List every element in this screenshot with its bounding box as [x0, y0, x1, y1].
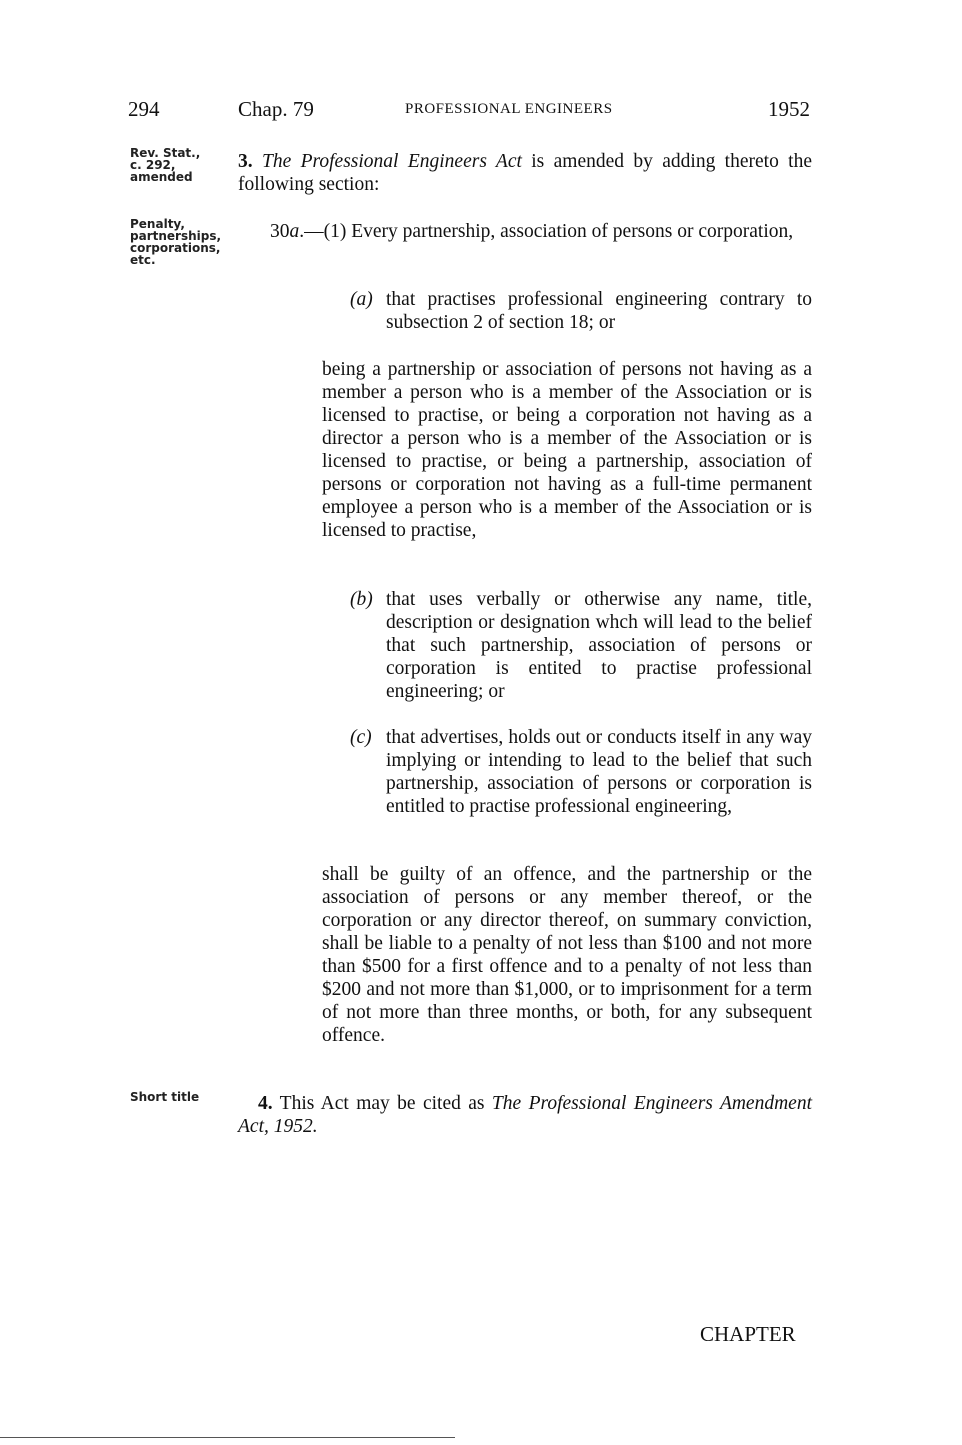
marginal-note-line: Rev. Stat.,	[130, 146, 201, 160]
subsection-text: .—(1) Every partnership, association of persons or corporation,	[299, 221, 794, 242]
section-text: This Act may be cited as	[272, 1093, 492, 1114]
marginal-note-penalty	[130, 218, 221, 266]
section-number: 3.	[238, 151, 253, 172]
clause-c	[350, 726, 812, 818]
penalty-paragraph: shall be guilty of an offence, and the partnership or the association of persons or any member thereof, or the corporation or any director thereof, on summary conviction, shall be liable to a penalty of not less than $100 and not more than $500 for a first offence and to a penalty of not less than $200 and not more than $1,000, or to imprisonment for a term of not more than three months, or both, for any subsequent offence.	[322, 864, 812, 1046]
running-title: PROFESSIONAL ENGINEERS	[405, 101, 613, 117]
subsection-suffix: a	[289, 221, 300, 242]
marginal-note-line: c. 292,	[130, 158, 176, 172]
middle-paragraph: being a partnership or association of persons not having as a member a person who is a member of the Association or is licensed to practise, or being a corporation not having as a director a person who is a member of the Association or is licensed to practise, or being a partnership, association of persons or corporation not having as a full-time permanent employee a person who is a member of the Association or is licensed to practise,	[322, 359, 812, 541]
subsection-number: 30	[270, 221, 290, 242]
act-name: The Professional Engineers Amendment Act, 1952.	[238, 1093, 812, 1137]
clause-label: (a)	[350, 289, 373, 310]
section-text: is amended by adding thereto the following section:	[238, 151, 813, 195]
section-3-paragraph	[238, 150, 812, 196]
marginal-note-line: Penalty,	[130, 217, 185, 231]
clause-label: (b)	[350, 589, 373, 610]
scan-edge-line	[0, 1437, 455, 1438]
clause-label: (c)	[350, 727, 372, 748]
section-number: 4.	[258, 1093, 273, 1114]
marginal-note-line: partnerships,	[130, 229, 222, 243]
marginal-note-line: corporations,	[130, 241, 221, 255]
clause-text: that uses verbally or otherwise any name, title, description or designation whch will lead to the belief that such partnership, association of persons or corporation is entited to practise professional engineering; or	[386, 589, 812, 702]
chapter-label: Chap. 79	[238, 97, 314, 121]
marginal-note-line: amended	[130, 170, 193, 184]
marginal-note-line: etc.	[130, 253, 156, 267]
clause-b	[350, 588, 812, 703]
section-30a-lead	[270, 220, 812, 243]
section-4-paragraph	[238, 1092, 812, 1138]
marginal-note-amended	[130, 147, 200, 183]
clause-text: that practises professional engineering contrary to subsection 2 of section 18; or	[386, 289, 812, 333]
marginal-note-short-title: Short title	[130, 1090, 200, 1104]
clause-text: that advertises, holds out or conducts itself in any way implying or intending to lead to the belief that such partnership, association of persons or corporation is entitled to practise professional engineering,	[386, 727, 812, 817]
act-name: The Professional Engineers Act	[262, 151, 522, 172]
clause-a	[350, 288, 812, 334]
page-number: 294	[128, 97, 160, 121]
page-year: 1952	[768, 97, 810, 121]
catchword: CHAPTER	[700, 1322, 796, 1346]
